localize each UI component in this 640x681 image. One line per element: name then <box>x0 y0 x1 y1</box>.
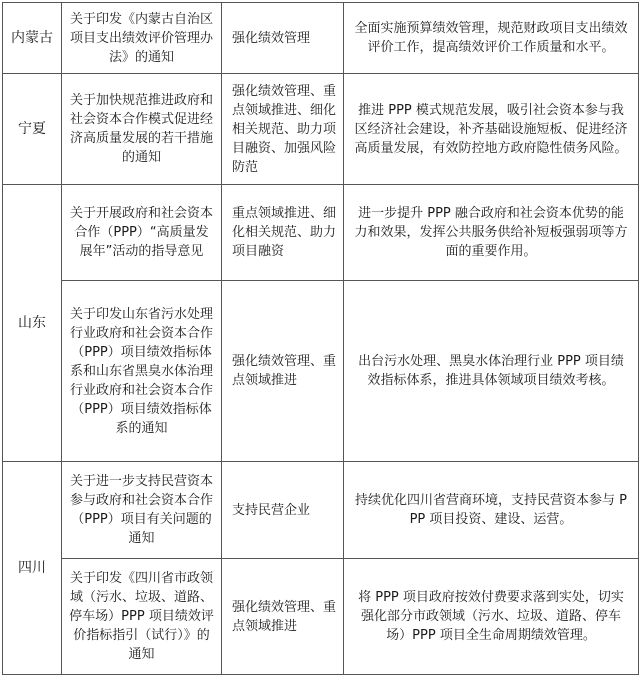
table-row <box>3 185 639 281</box>
content-cell: 将 PPP 项目政府按效付费要求落到实处，切实强化部分市政领域（污水、垃圾、道路、停车场）PPP 项目全生命周期绩效管理。 <box>344 559 639 675</box>
table-row <box>3 462 639 559</box>
focus-cell: 强化绩效管理、重点领域推进 <box>222 281 344 462</box>
document-cell: 关于印发山东省污水处理行业政府和社会资本合作（PPP）项目绩效指标体系和山东省黑臭水体治理行业政府和社会资本合作（PPP）项目绩效指标体系的通知 <box>62 281 222 462</box>
focus-cell: 强化绩效管理 <box>222 3 344 74</box>
region-cell: 宁夏 <box>3 74 62 185</box>
region-cell: 四川 <box>3 462 62 675</box>
policy-table <box>2 2 639 675</box>
content-cell: 推进 PPP 模式规范发展，吸引社会资本参与我区经济社会建设，补齐基础设施短板、促进经济高质量发展，有效防控地方政府隐性债务风险。 <box>344 74 639 185</box>
content-cell: 持续优化四川省营商环境，支持民营资本参与 PPP 项目投资、建设、运营。 <box>344 462 639 559</box>
focus-cell: 强化绩效管理、重点领域推进、细化相关规范、助力项目融资、加强风险防范 <box>222 74 344 185</box>
table-row <box>3 559 639 675</box>
region-cell: 内蒙古 <box>3 3 62 74</box>
content-cell: 进一步提升 PPP 融合政府和社会资本优势的能力和效果，发挥公共服务供给补短板强弱项等方面的重要作用。 <box>344 185 639 281</box>
focus-cell: 强化绩效管理、重点领域推进 <box>222 559 344 675</box>
table-row <box>3 3 639 74</box>
table-row <box>3 74 639 185</box>
table-row <box>3 281 639 462</box>
focus-cell: 支持民营企业 <box>222 462 344 559</box>
content-cell: 全面实施预算绩效管理，规范财政项目支出绩效评价工作，提高绩效评价工作质量和水平。 <box>344 3 639 74</box>
document-cell: 关于进一步支持民营资本参与政府和社会资本合作（PPP）项目有关问题的通知 <box>62 462 222 559</box>
document-cell: 关于开展政府和社会资本合作（PPP）“高质量发展年”活动的指导意见 <box>62 185 222 281</box>
document-cell: 关于印发《内蒙古自治区项目支出绩效评价管理办法》的通知 <box>62 3 222 74</box>
region-cell: 山东 <box>3 185 62 462</box>
focus-cell: 重点领域推进、细化相关规范、助力项目融资 <box>222 185 344 281</box>
document-cell: 关于印发《四川省市政领域（污水、垃圾、道路、停车场）PPP 项目绩效评价指标指引（试行）》的通知 <box>62 559 222 675</box>
document-cell: 关于加快规范推进政府和社会资本合作模式促进经济高质量发展的若干措施的通知 <box>62 74 222 185</box>
content-cell: 出台污水处理、黑臭水体治理行业 PPP 项目绩效指标体系，推进具体领域项目绩效考核。 <box>344 281 639 462</box>
